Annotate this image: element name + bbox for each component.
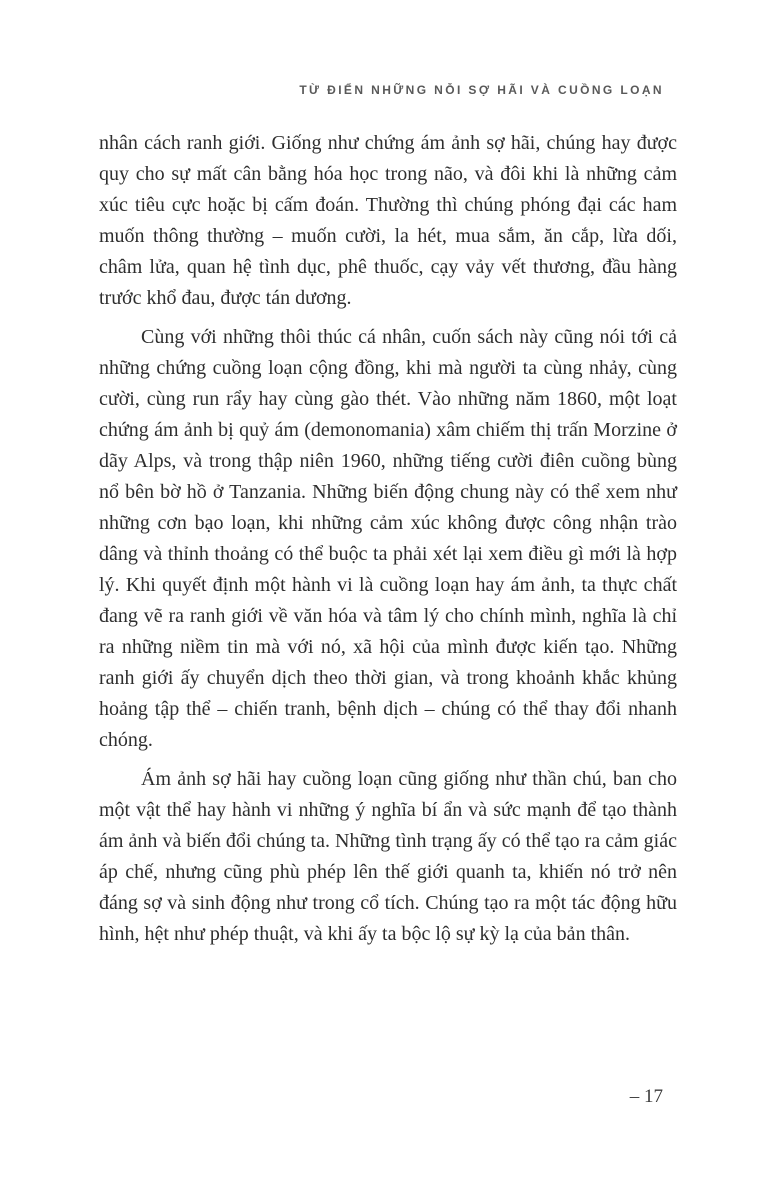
paragraph: nhân cách ranh giới. Giống như chứng ám ảnh sợ hãi, chúng hay được quy cho sự mất cân bằng hóa học trong não, và đôi khi là những cảm xúc tiêu cực hoặc bị cấm đoán. Thường thì chúng phóng đại các ham muốn thông thường – muốn cười, la hét, mua sắm, ăn cắp, lừa dối, châm lửa, quan hệ tình dục, phê thuốc, cạy vảy vết thương, đầu hàng trước khổ đau, được tán dương. — [99, 132, 677, 309]
body-text — [99, 128, 677, 958]
paragraph: Ám ảnh sợ hãi hay cuồng loạn cũng giống như thần chú, ban cho một vật thể hay hành vi những ý nghĩa bí ẩn và sức mạnh để tạo thành ám ảnh và biến đổi chúng ta. Những tình trạng ấy có thể tạo ra cảm giác áp chế, nhưng cũng phù phép lên thế giới quanh ta, khiến nó trở nên đáng sợ và sinh động như trong cổ tích. Chúng tạo ra một tác động hữu hình, hệt như phép thuật, và khi ấy ta bộc lộ sự kỳ lạ của bản thân. — [99, 768, 677, 945]
paragraph: Cùng với những thôi thúc cá nhân, cuốn sách này cũng nói tới cả những chứng cuồng loạn cộng đồng, khi mà người ta cùng nhảy, cùng cười, cùng run rẩy hay cùng gào thét. Vào những năm 1860, một loạt chứng ám ảnh bị quỷ ám (demonomania) xâm chiếm thị trấn Morzine ở dãy Alps, và trong thập niên 1960, những tiếng cười điên cuồng bùng nổ bên bờ hồ ở Tanzania. Những biến động chung này có thể xem như những cơn bạo loạn, khi những cảm xúc không được công nhận trào dâng và thỉnh thoảng có thể buộc ta phải xét lại xem điều gì mới là hợp lý. Khi quyết định một hành vi là cuồng loạn hay ám ảnh, ta thực chất đang vẽ ra ranh giới về văn hóa và tâm lý cho chính mình, nghĩa là chỉ ra những niềm tin mà với nó, xã hội của mình được kiến tạo. Những ranh giới ấy chuyển dịch theo thời gian, và trong khoảnh khắc khủng hoảng tập thể – chiến tranh, bệnh dịch – chúng có thể thay đổi nhanh chóng. — [99, 326, 677, 751]
page-number: – 17 — [629, 1086, 663, 1107]
running-head: TỪ ĐIỂN NHỮNG NỖI SỢ HÃI VÀ CUỒNG LOẠN — [299, 83, 664, 97]
